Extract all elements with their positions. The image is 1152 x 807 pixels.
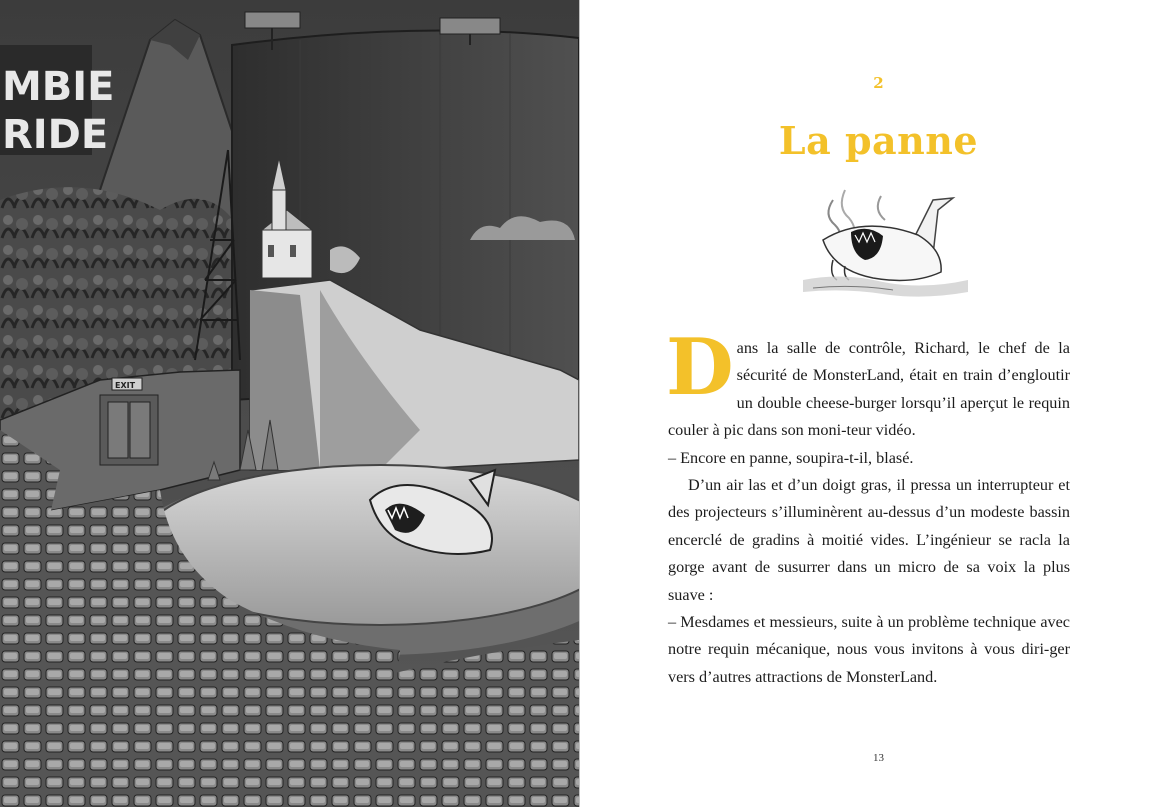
svg-text:RIDE: RIDE	[2, 112, 109, 158]
svg-text:MBIE: MBIE	[2, 64, 115, 110]
chapter-title: La panne	[778, 118, 979, 163]
sinking-shark-vignette	[793, 180, 973, 308]
paragraph-2: – Encore en panne, soupira-t-il, blasé.	[668, 448, 914, 467]
paragraph-3: D’un air las et d’un doigt gras, il pressa un interrupteur et des projecteurs s’illuminèrent au-dessus d’un modeste bassin encerclé de gradins à moitié vides. L’ingénieur se racla la gorge avant de susurrer dans un micro de sa voix la plus suave :	[668, 476, 1070, 604]
drop-cap: D	[666, 322, 734, 413]
chapter-body	[666, 322, 1070, 691]
chapter-number: 2	[873, 74, 884, 92]
text-page	[580, 0, 1152, 807]
page-number: 13	[873, 752, 884, 764]
exit-sign: EXIT	[115, 381, 136, 390]
paragraph-1: Dans la salle de contrôle, Richard, le chef de la sécurité de MonsterLand, était en train d’engloutir un double cheese-burger lorsqu’il aperçut le requin couler à pic dans son moni-teur vidéo.	[666, 322, 1070, 440]
paragraph-4: – Mesdames et messieurs, suite à un problème technique avec notre requin mécanique, nous vous invitons à vous diri-ger vers d’autres attractions de MonsterLand.	[668, 613, 1070, 686]
